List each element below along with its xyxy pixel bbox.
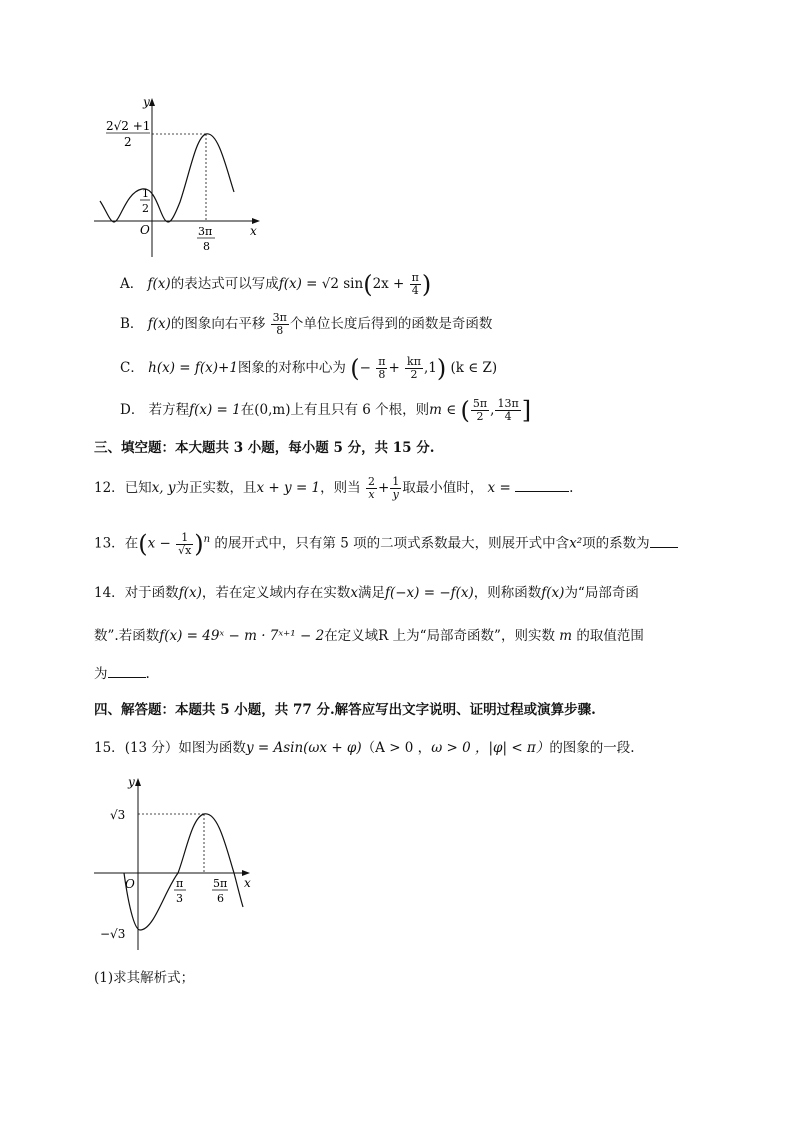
- graph1-y-label: y: [143, 95, 150, 109]
- question-13: 13．在(x − $\frac{1}{√x}$ )$^n$ 的展开式中，只有第 5 项的二项式系数最大，则展开式中含x²项的系数为: [94, 530, 678, 557]
- graph1-peak-num: 2√2 +1: [106, 119, 151, 133]
- graph1-half-den: 2: [142, 202, 149, 215]
- graph2-x-label: x: [244, 876, 251, 890]
- question-14-line-1: 14．对于函数f(x)，若在定义域内存在实数x满足f(−x) = −f(x)，则称函数f(x)为“局部奇函: [94, 585, 639, 601]
- option-d: D． 若方程f(x) = 1在(0,m)上有且只有 6 个根，则m ∈ ( $\frac{5\pi}{2}$ , $\frac{13\pi}{4}$ ]: [120, 396, 532, 425]
- graph2-curve: [124, 814, 243, 930]
- graph1-peak-den: 2: [124, 135, 132, 149]
- question-14-line-3: 为 .: [94, 666, 150, 682]
- graph2-tick1-num: π: [176, 877, 184, 890]
- graph1-curve: [100, 134, 234, 222]
- section-3-heading: 三、填空题：本大题共 3 小题，每小题 5 分，共 15 分.: [94, 440, 435, 456]
- graph-2: [94, 772, 264, 952]
- option-a: A． f(x)的表达式可以写成f(x) = √2 sin(2x + $\frac{\pi}{4}$ ): [120, 270, 432, 299]
- graph-1: [94, 92, 274, 262]
- graph2-tick2-num: 5π: [213, 877, 228, 890]
- graph2-bottom-label: −√3: [100, 927, 126, 941]
- graph1-tick-num: 3π: [198, 225, 213, 238]
- section-4-heading: 四、解答题：本题共 5 小题，共 77 分.解答应写出文字说明、证明过程或演算步骤.: [94, 702, 596, 718]
- graph1-half-num: 1: [142, 187, 149, 200]
- question-15-part-1: (1)求其解析式；: [94, 970, 195, 986]
- question-14-line-2: 数”.若函数f(x) = 49ˣ − m · 7ˣ⁺¹ − 2在定义域R 上为“局部奇函数”，则实数 m 的取值范围: [94, 628, 644, 644]
- graph1-tick-den: 8: [203, 240, 210, 253]
- option-b: B． f(x)的图象向右平移 $\frac{3\pi}{8}$ 个单位长度后得到的函数是奇函数: [120, 311, 493, 337]
- graph2-y-label: y: [128, 775, 135, 789]
- graph2-top-label: √3: [110, 808, 126, 822]
- graph2-tick2-den: 6: [217, 892, 224, 905]
- question-12: 12．已知x, y为正实数，且x + y = 1，则当 $\frac{2}{x}$ + $\frac{1}{y}$ 取最小值时， x = .: [94, 475, 574, 501]
- question-15: 15．(13 分）如图为函数y = Asin(ωx + φ)（A > 0 ，ω > 0 ，|φ| < π）的图象的一段.: [94, 740, 635, 756]
- graph2-tick1-den: 3: [176, 892, 183, 905]
- graph2-origin: O: [125, 877, 135, 891]
- graph1-origin: O: [140, 223, 150, 237]
- option-c: C． h(x) = f(x)+1图象的对称中心为 (− $\frac{\pi}{8}$ + $\frac{k\pi}{2}$ ,1) (k ∈ Z): [120, 354, 498, 383]
- graph1-x-label: x: [250, 224, 257, 238]
